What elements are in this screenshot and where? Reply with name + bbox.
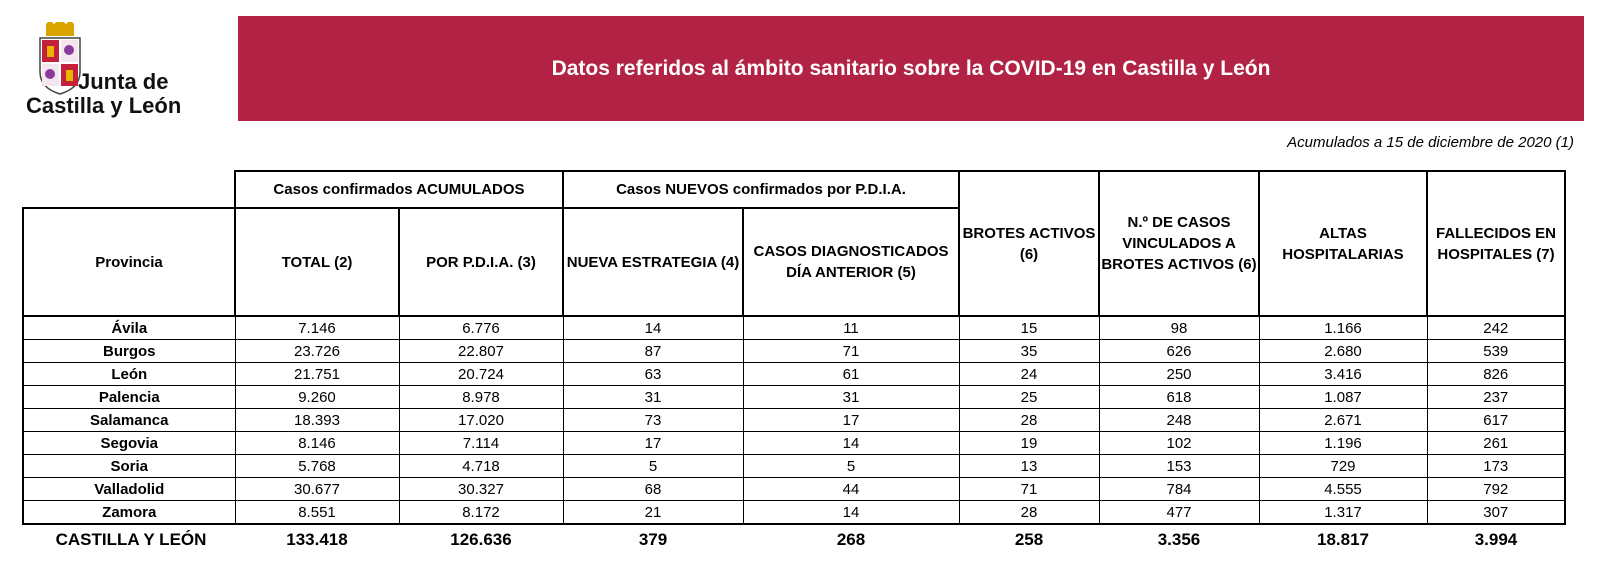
- logo-line-2: Castilla y León: [26, 93, 182, 118]
- data-cell: 71: [743, 340, 959, 363]
- data-cell: 71: [959, 478, 1099, 501]
- data-cell: 17: [563, 432, 743, 455]
- data-cell: 826: [1427, 363, 1565, 386]
- header-nueva-estrategia: NUEVA ESTRATEGIA (4): [563, 208, 743, 316]
- data-cell: 5: [743, 455, 959, 478]
- data-cell: 14: [743, 432, 959, 455]
- data-cell: 539: [1427, 340, 1565, 363]
- data-cell: 15: [959, 316, 1099, 340]
- table-row: [23, 501, 1565, 525]
- total-row: [23, 524, 1565, 555]
- table-row: [23, 316, 1565, 340]
- province-name: Segovia: [23, 432, 235, 455]
- table-row: [23, 340, 1565, 363]
- data-cell: 14: [563, 316, 743, 340]
- total-cell: 18.817: [1317, 530, 1369, 549]
- data-cell: 6.776: [399, 316, 563, 340]
- table-row: [23, 386, 1565, 409]
- header-total: TOTAL (2): [235, 208, 399, 316]
- total-cell: 258: [1014, 530, 1044, 549]
- data-cell: 4.555: [1259, 478, 1427, 501]
- data-cell: 14: [743, 501, 959, 525]
- title-banner: [238, 16, 1584, 121]
- data-cell: 102: [1099, 432, 1259, 455]
- date-note: Acumulados a 15 de diciembre de 2020 (1): [1287, 134, 1574, 151]
- data-cell: 2.671: [1259, 409, 1427, 432]
- table-row: [23, 455, 1565, 478]
- table-row: [23, 363, 1565, 386]
- junta-logo: [22, 22, 212, 122]
- data-cell: 307: [1427, 501, 1565, 525]
- table-row: [23, 478, 1565, 501]
- data-cell: 9.260: [235, 386, 399, 409]
- data-cell: 28: [959, 409, 1099, 432]
- data-cell: 242: [1427, 316, 1565, 340]
- data-cell: 5: [563, 455, 743, 478]
- data-cell: 153: [1099, 455, 1259, 478]
- province-name: Salamanca: [23, 409, 235, 432]
- data-cell: 44: [743, 478, 959, 501]
- data-cell: 18.393: [235, 409, 399, 432]
- total-cell: 3.356: [1157, 530, 1201, 549]
- data-cell: 13: [959, 455, 1099, 478]
- data-cell: 8.978: [399, 386, 563, 409]
- data-cell: 4.718: [399, 455, 563, 478]
- data-cell: 73: [563, 409, 743, 432]
- data-cell: 250: [1099, 363, 1259, 386]
- header-brotes: BROTES ACTIVOS (6): [959, 171, 1099, 316]
- table-row: [23, 432, 1565, 455]
- total-cell: 133.418: [286, 530, 348, 549]
- data-cell: 63: [563, 363, 743, 386]
- data-cell: 11: [743, 316, 959, 340]
- data-cell: 617: [1427, 409, 1565, 432]
- total-cell: 126.636: [450, 530, 512, 549]
- data-cell: 7.146: [235, 316, 399, 340]
- data-cell: 25: [959, 386, 1099, 409]
- data-cell: 98: [1099, 316, 1259, 340]
- data-cell: 17.020: [399, 409, 563, 432]
- data-cell: 30.677: [235, 478, 399, 501]
- group-header-nuevos: Casos NUEVOS confirmados por P.D.I.A.: [563, 171, 959, 208]
- total-cell: 379: [638, 530, 668, 549]
- data-cell: 21: [563, 501, 743, 525]
- data-cell: 5.768: [235, 455, 399, 478]
- data-cell: 261: [1427, 432, 1565, 455]
- header-altas: ALTAS HOSPITALARIAS: [1259, 171, 1427, 316]
- data-cell: 8.172: [399, 501, 563, 525]
- data-cell: 8.551: [235, 501, 399, 525]
- total-label: CASTILLA Y LEÓN: [55, 530, 207, 549]
- data-cell: 626: [1099, 340, 1259, 363]
- data-cell: 8.146: [235, 432, 399, 455]
- logo-line-1: Junta de: [78, 69, 169, 94]
- data-cell: 22.807: [399, 340, 563, 363]
- page-title: Datos referidos al ámbito sanitario sobre la COVID-19 en Castilla y León: [551, 56, 1271, 80]
- data-cell: 3.416: [1259, 363, 1427, 386]
- data-cell: 21.751: [235, 363, 399, 386]
- data-cell: 784: [1099, 478, 1259, 501]
- province-name: Valladolid: [23, 478, 235, 501]
- data-cell: 248: [1099, 409, 1259, 432]
- data-cell: 19: [959, 432, 1099, 455]
- data-cell: 2.680: [1259, 340, 1427, 363]
- data-cell: 31: [743, 386, 959, 409]
- data-cell: 237: [1427, 386, 1565, 409]
- data-cell: 729: [1259, 455, 1427, 478]
- data-cell: 7.114: [399, 432, 563, 455]
- data-cell: 61: [743, 363, 959, 386]
- province-name: Zamora: [23, 501, 235, 525]
- header-vinculados: N.º DE CASOS VINCULADOS A BROTES ACTIVOS (6): [1099, 171, 1259, 316]
- data-cell: 1.087: [1259, 386, 1427, 409]
- total-cell: 3.994: [1474, 530, 1518, 549]
- covid-data-table: [22, 170, 1566, 555]
- table-body: [23, 316, 1565, 524]
- province-name: León: [23, 363, 235, 386]
- data-cell: 618: [1099, 386, 1259, 409]
- data-cell: 477: [1099, 501, 1259, 525]
- header-provincia: Provincia: [23, 208, 235, 316]
- data-cell: 1.317: [1259, 501, 1427, 525]
- province-name: Ávila: [23, 316, 235, 340]
- province-name: Soria: [23, 455, 235, 478]
- data-cell: 68: [563, 478, 743, 501]
- group-header-acumulados: Casos confirmados ACUMULADOS: [235, 171, 563, 208]
- total-cell: 268: [836, 530, 866, 549]
- header-por-pdia: POR P.D.I.A. (3): [399, 208, 563, 316]
- data-cell: 28: [959, 501, 1099, 525]
- table-row: [23, 409, 1565, 432]
- data-cell: 30.327: [399, 478, 563, 501]
- data-cell: 1.196: [1259, 432, 1427, 455]
- data-cell: 35: [959, 340, 1099, 363]
- header-fallecidos: FALLECIDOS EN HOSPITALES (7): [1427, 171, 1565, 316]
- data-cell: 31: [563, 386, 743, 409]
- empty-corner: [23, 171, 235, 208]
- data-cell: 87: [563, 340, 743, 363]
- data-cell: 20.724: [399, 363, 563, 386]
- data-cell: 792: [1427, 478, 1565, 501]
- data-cell: 173: [1427, 455, 1565, 478]
- header-casos-diagnosticados: CASOS DIAGNOSTICADOS DÍA ANTERIOR (5): [743, 208, 959, 316]
- province-name: Burgos: [23, 340, 235, 363]
- data-cell: 24: [959, 363, 1099, 386]
- data-cell: 1.166: [1259, 316, 1427, 340]
- province-name: Palencia: [23, 386, 235, 409]
- data-cell: 17: [743, 409, 959, 432]
- data-cell: 23.726: [235, 340, 399, 363]
